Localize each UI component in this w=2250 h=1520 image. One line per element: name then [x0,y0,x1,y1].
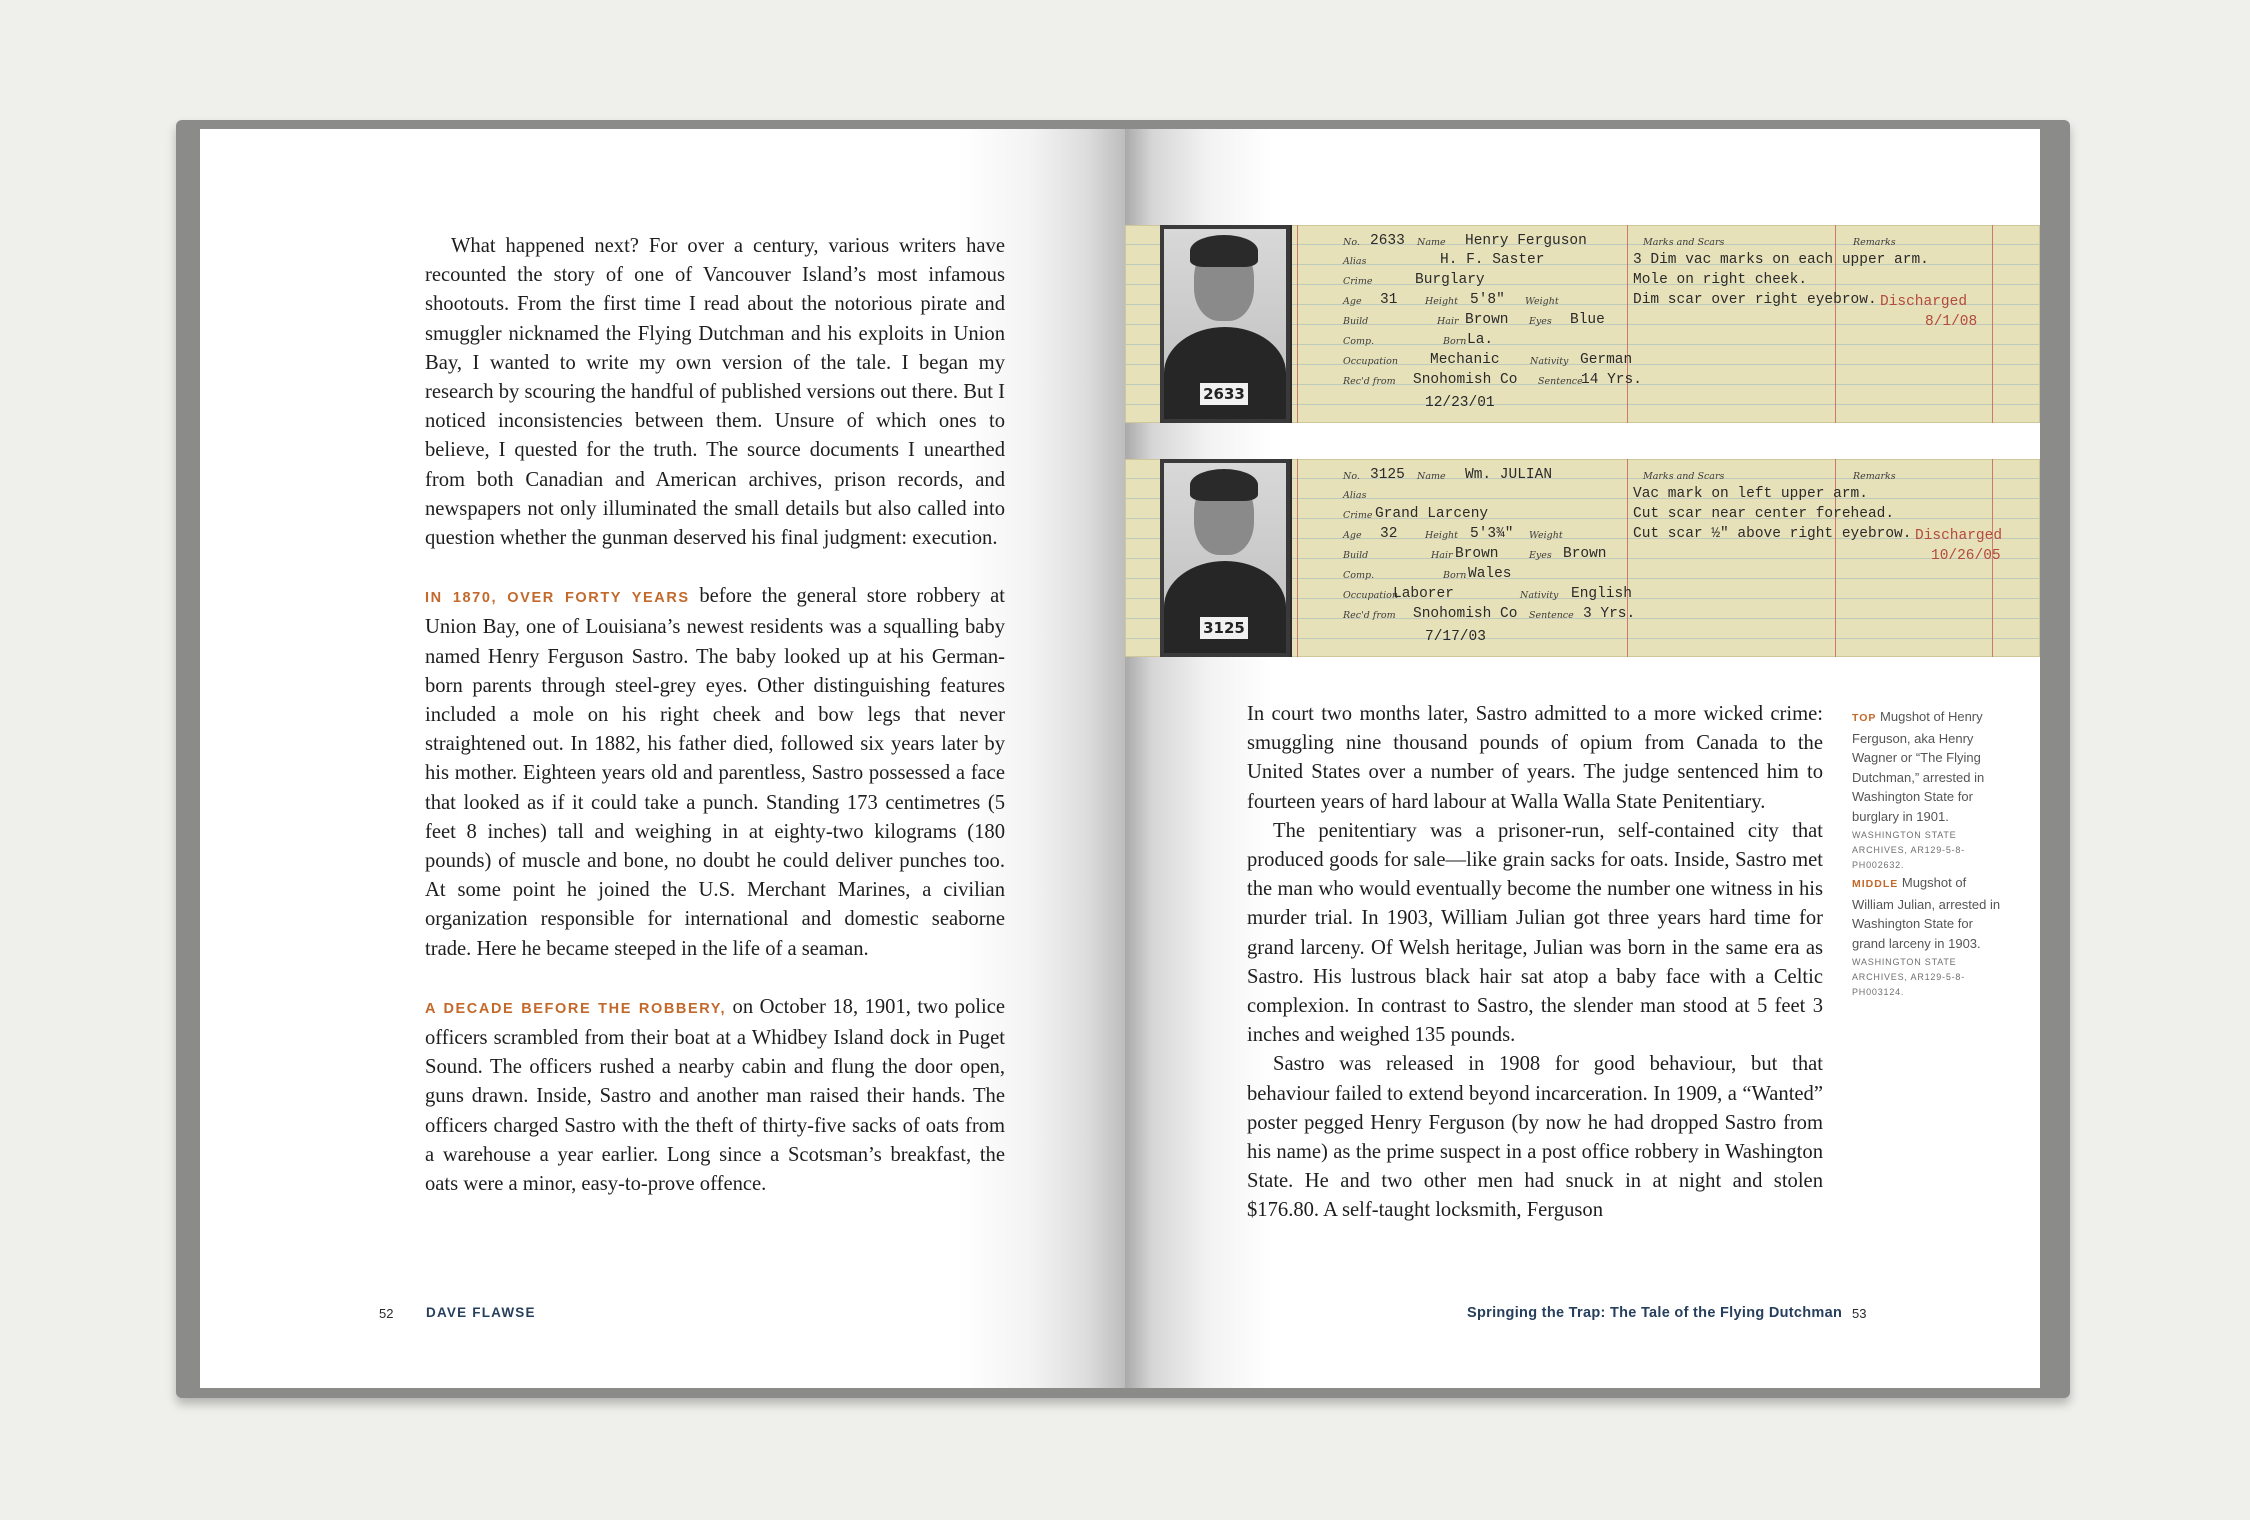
label-hair: Hair [1437,316,1459,327]
mugshot-card-ferguson [1125,225,2040,423]
caption-credit: WASHINGTON STATE ARCHIVES, AR129-5-8-PH003124. [1852,957,1966,997]
label-name: Name [1417,237,1446,248]
value-remarks-date: 8/1/08 [1925,314,1978,330]
label-marks: Marks and Scars [1643,237,1725,248]
caption-credit: WASHINGTON STATE ARCHIVES, AR129-5-8-PH002632. [1852,830,1966,870]
label-eyes: Eyes [1529,550,1552,561]
value-nativity: English [1571,586,1632,602]
label-weight: Weight [1529,530,1563,541]
running-head-title: Springing the Trap: The Tale of the Flying Dutchman [1467,1305,1843,1321]
left-page [200,129,1125,1388]
paragraph: Sastro was released in 1908 for good behaviour, but that behaviour failed to extend beyond incarceration. In 1909, a “Wanted” poster pegged Henry Ferguson (by now he had dropped Sastro from his name) as the prime suspect in a post office robbery in Washington State. He and two other men had snuck in at night and stolen $176.80. A self-taught locksmith, Ferguson [1247,1053,1823,1222]
label-sentence: Sentence [1529,610,1574,621]
label-hair: Hair [1431,550,1453,561]
label-age: Age [1343,296,1362,307]
page-number-right: 53 [1852,1306,1867,1321]
label-alias: Alias [1343,256,1367,267]
label-no: No. [1343,237,1360,248]
label-recd-from: Rec'd from [1343,610,1396,621]
caption-text: Mugshot of William Julian, arrested in Washington State for grand larceny in 1903. [1852,875,2001,951]
left-page-body [425,232,1005,1199]
value-height: 5'8" [1470,292,1505,308]
value-sentence: 14 Yrs. [1581,372,1642,388]
value-occupation: Mechanic [1430,352,1500,368]
label-no: No. [1343,471,1360,482]
mugshot-card-julian [1125,459,2040,657]
label-born: Born [1443,336,1467,347]
value-sentence: 3 Yrs. [1583,606,1636,622]
label-occupation: Occupation [1343,590,1398,601]
value-name: Wm. JULIAN [1465,467,1553,483]
label-comp: Comp. [1343,336,1375,347]
value-crime: Burglary [1415,272,1485,288]
value-marks: Mole on right cheek. [1633,272,1808,288]
value-date: 12/23/01 [1425,395,1495,411]
value-marks: Dim scar over right eyebrow. [1633,292,1877,308]
value-occupation: Laborer [1393,586,1454,602]
value-age: 32 [1380,526,1398,542]
caption-position-tag: TOP [1852,712,1877,724]
value-marks: Cut scar near center forehead. [1633,506,1895,522]
value-marks: 3 Dim vac marks on each upper arm. [1633,252,1929,268]
value-born: Wales [1468,566,1512,582]
label-crime: Crime [1343,276,1373,287]
value-recd-from: Snohomish Co [1413,372,1518,388]
value-no: 3125 [1370,467,1405,483]
paragraph: In court two months later, Sastro admitted to a more wicked crime: smuggling nine thousand pounds of opium from Canada to the United States over a number of years. The judge sentenced him to fourteen years of hard labour at Walla Walla State Penitentiary. [1247,703,1823,813]
label-remarks: Remarks [1853,237,1896,248]
label-nativity: Nativity [1530,356,1569,367]
value-marks: Cut scar ½" above right eyebrow. [1633,526,1912,542]
prisoner-number-plate: 2633 [1200,383,1248,405]
value-born: La. [1467,332,1494,348]
value-alias: H. F. Saster [1440,252,1545,268]
right-page-body [1247,700,1823,1226]
label-eyes: Eyes [1529,316,1552,327]
caption-text: Mugshot of Henry Ferguson, aka Henry Wagner or “The Flying Dutchman,” arrested in Washington State for burglary in 1901. [1852,709,1985,824]
caption-position-tag: MIDDLE [1852,878,1899,890]
page-number-left: 52 [379,1306,394,1321]
value-hair: Brown [1465,312,1509,328]
paragraph-text: before the general store robbery at Union Bay, one of Louisiana’s newest residents was a squalling baby named Henry Ferguson Sastro. The baby looked up at his German-born parents through steel-grey eyes. Other distinguishing features included a mole on his right cheek and bow legs that never straightened out. In 1882, his father died, followed six years later by his mother. Eighteen years old and parentless, Sastro possessed a face that looked as if it could take a punch. Standing 173 centimetres (5 feet 8 inches) tall and weighing in at eighty-two kilograms (180 pounds) of muscle and bone, no doubt he could deliver punches too. At some point he joined the U.S. Merchant Marines, a civilian organization responsible for international and domestic seaborne trade. Here he became steeped in the life of a seaman. [425,585,1006,960]
value-height: 5'3¾" [1470,526,1514,542]
value-nativity: German [1580,352,1633,368]
value-date: 7/17/03 [1425,629,1486,645]
label-alias: Alias [1343,490,1367,501]
paragraph [425,582,1005,964]
label-born: Born [1443,570,1467,581]
section-lead-in: A DECADE BEFORE THE ROBBERY, [425,1000,727,1017]
value-name: Henry Ferguson [1465,233,1587,249]
prisoner-number-plate: 3125 [1200,617,1248,639]
paragraph-text: on October 18, 1901, two police officers scrambled from their boat at a Whidbey Island dock in Puget Sound. The officers rushed a nearby cabin and flung the door open, guns drawn. Inside, Sastro and another man raised their hands. The officers charged Sastro with the theft of thirty-five sacks of oats from a warehouse a year earlier. Long since a Scotsman’s breakfast, the oats were a minor, easy-to-prove offence. [425,995,1005,1196]
value-remarks: Discharged [1880,294,1968,310]
label-comp: Comp. [1343,570,1375,581]
paragraph: What happened next? For over a century, various writers have recounted the story of one of Vancouver Island’s most infamous shootouts. From the first time I read about the notorious pirate and smuggler nicknamed the Flying Dutchman and his exploits in Union Bay, I wanted to write my own version of the tale. I began my research by scouring the handful of published versions out there. But I noticed inconsistencies between them. Unsure of which ones to believe, I quested for the truth. The source documents I unearthed from both Canadian and American archives, prison records, and newspapers not only illuminated the small details but also called into question whether the gunman deserved his final judgment: execution. [425,235,1005,550]
value-remarks-date: 10/26/05 [1931,548,2001,564]
value-age: 31 [1380,292,1398,308]
label-build: Build [1343,316,1369,327]
value-recd-from: Snohomish Co [1413,606,1518,622]
mugshot-photo [1160,459,1292,657]
photo-caption-top [1852,707,2002,873]
label-occupation: Occupation [1343,356,1398,367]
mugshot-photo [1160,225,1292,423]
value-crime: Grand Larceny [1375,506,1489,522]
label-age: Age [1343,530,1362,541]
value-eyes: Blue [1570,312,1605,328]
label-build: Build [1343,550,1369,561]
label-sentence: Sentence [1538,376,1583,387]
running-head-author: DAVE FLAWSE [426,1305,536,1320]
label-marks: Marks and Scars [1643,471,1725,482]
section-lead-in: IN 1870, OVER FORTY YEARS [425,590,690,607]
label-remarks: Remarks [1853,471,1896,482]
label-height: Height [1425,296,1458,307]
right-page [1125,129,2040,1388]
value-marks: Vac mark on left upper arm. [1633,486,1868,502]
label-name: Name [1417,471,1446,482]
paragraph: The penitentiary was a prisoner-run, self-contained city that produced goods for sale—like grain sacks for oats. Inside, Sastro met the man who would eventually become the number one witness in his murder trial. In 1903, William Julian got three years hard time for grand larceny. Of Welsh heritage, Julian was born in the same era as Sastro. His lustrous black hair sat atop a baby face with a Celtic complexion. In contrast to Sastro, the slender man stood at 5 feet 3 inches and weighed 135 pounds. [1247,819,1823,1047]
label-nativity: Nativity [1520,590,1559,601]
value-eyes: Brown [1563,546,1607,562]
value-hair: Brown [1455,546,1499,562]
label-crime: Crime [1343,510,1373,521]
value-remarks: Discharged [1915,528,2003,544]
paragraph [425,993,1005,1199]
label-weight: Weight [1525,296,1559,307]
value-no: 2633 [1370,233,1405,249]
photo-caption-middle [1852,873,2002,1000]
label-height: Height [1425,530,1458,541]
label-recd-from: Rec'd from [1343,376,1396,387]
